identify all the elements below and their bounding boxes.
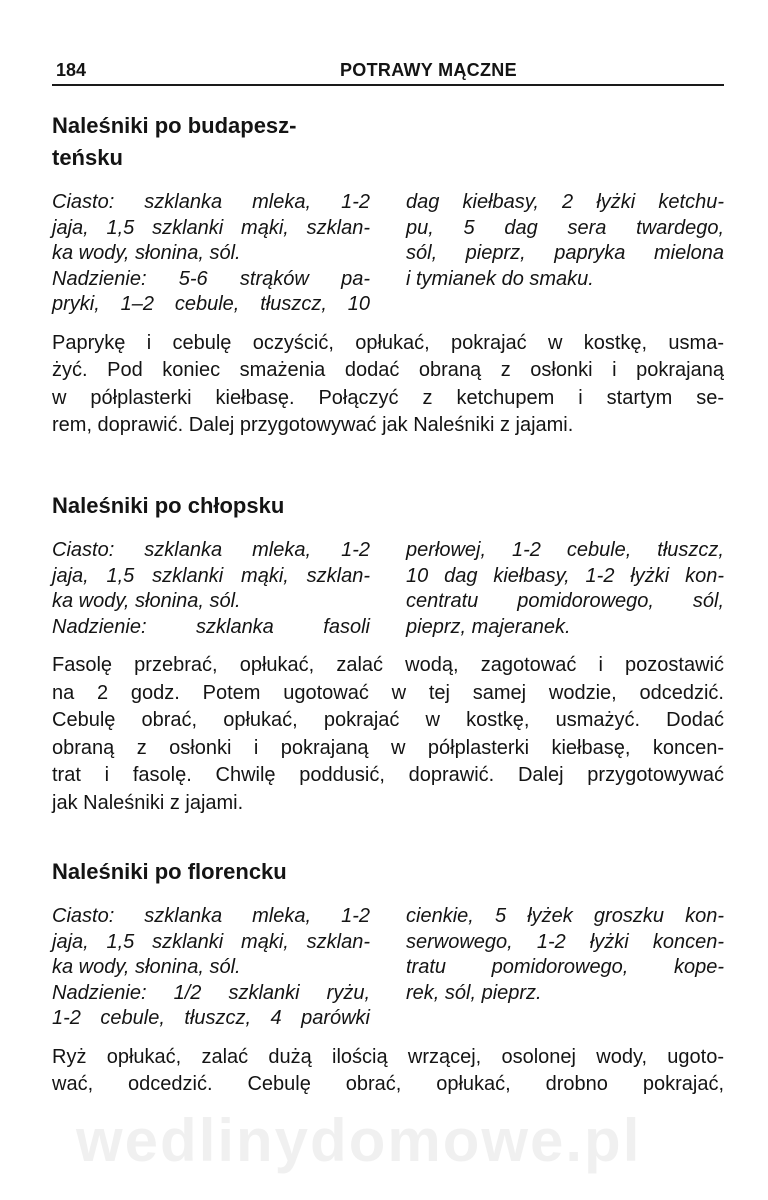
- ingredient-line: i tymianek do smaku.: [406, 267, 594, 290]
- ingredient-line: Nadzienie: szklanka fasoli: [52, 615, 370, 638]
- ingredients-left-column: [52, 538, 370, 640]
- ingredients-left-column: [52, 904, 370, 1032]
- ingredient-line: ka wody, słonina, sól.: [52, 242, 241, 264]
- running-head: POTRAWY MĄCZNE: [340, 60, 517, 80]
- ingredient-line: Nadzienie: 5-6 strąków pa-: [52, 267, 370, 290]
- ingredient-line: jaja, 1,5 szklanki mąki, szklan-: [52, 564, 370, 587]
- instruction-line: w półplasterki kiełbasę. Połączyć z ketchupem i startym se-: [52, 386, 724, 409]
- instruction-line: trat i fasolę. Chwilę poddusić, doprawić. Dalej przygotowywać: [52, 764, 724, 786]
- ingredient-line: pu, 5 dag sera twardego,: [406, 216, 724, 239]
- ingredient-line: pieprz, majeranek.: [406, 615, 571, 638]
- instruction-line: Paprykę i cebulę oczyścić, opłukać, pokrajać w kostkę, usma-: [52, 331, 724, 354]
- ingredient-line: cienkie, 5 łyżek groszku kon-: [406, 905, 724, 927]
- instruction-line: na 2 godz. Potem ugotować w tej samej wodzie, odcedzić.: [52, 681, 724, 704]
- ingredient-line: ka wody, słonina, sól.: [52, 956, 241, 978]
- recipe-title-line: Naleśniki po florencku: [52, 859, 287, 884]
- recipe-florencku: [52, 856, 724, 1099]
- instruction-line: Ryż opłukać, zalać dużą ilością wrzącej, osolonej wody, ugoto-: [52, 1045, 724, 1068]
- recipe-title: [52, 110, 724, 174]
- ingredient-line: 10 dag kiełbasy, 1-2 łyżki kon-: [406, 564, 724, 587]
- instructions-paragraph: [52, 1044, 724, 1099]
- recipe-title-line: Naleśniki po chłopsku: [52, 493, 285, 518]
- page-number: 184: [56, 60, 87, 80]
- ingredient-line: serwowego, 1-2 łyżki koncen-: [406, 930, 724, 953]
- instruction-line: Cebulę obrać, opłukać, pokrajać w kostkę, usmażyć. Dodać: [52, 709, 724, 731]
- ingredients-block: [52, 190, 724, 318]
- instruction-line: wać, odcedzić. Cebulę obrać, opłukać, drobno pokrajać,: [52, 1073, 724, 1095]
- ingredient-line: 1-2 cebule, tłuszcz, 4 parówki: [52, 1007, 370, 1029]
- ingredients-right-column: [406, 190, 724, 318]
- recipe-title-line: Naleśniki po budapesz-: [52, 113, 297, 138]
- instruction-line: jak Naleśniki z jajami.: [52, 791, 244, 814]
- instruction-line: Fasolę przebrać, opłukać, zalać wodą, zagotować i pozostawić: [52, 654, 724, 676]
- instruction-line: żyć. Pod koniec smażenia dodać obraną z osłonki i pokrajaną: [52, 359, 724, 381]
- ingredients-left-column: [52, 190, 370, 318]
- instructions-paragraph: [52, 652, 724, 817]
- recipe-budapest: [52, 110, 724, 440]
- watermark: wedlinydomowe.pl: [76, 1107, 642, 1174]
- ingredients-block: [52, 904, 724, 1032]
- ingredient-line: pryki, 1–2 cebule, tłuszcz, 10: [52, 293, 370, 315]
- ingredient-line: Ciasto: szklanka mleka, 1-2: [52, 191, 370, 213]
- instructions-paragraph: [52, 330, 724, 440]
- ingredients-block: [52, 538, 724, 640]
- page-header: [52, 58, 724, 86]
- ingredients-right-column: [406, 538, 724, 640]
- ingredient-line: ka wody, słonina, sól.: [52, 590, 241, 612]
- ingredient-line: jaja, 1,5 szklanki mąki, szklan-: [52, 216, 370, 239]
- ingredient-line: Ciasto: szklanka mleka, 1-2: [52, 905, 370, 927]
- ingredient-line: Nadzienie: 1/2 szklanki ryżu,: [52, 981, 370, 1004]
- ingredient-line: dag kiełbasy, 2 łyżki ketchu-: [406, 191, 724, 213]
- ingredient-line: perłowej, 1-2 cebule, tłuszcz,: [406, 539, 724, 561]
- instruction-line: rem, doprawić. Dalej przygotowywać jak Naleśniki z jajami.: [52, 414, 574, 436]
- recipe-chlopsku: [52, 490, 724, 817]
- ingredient-line: rek, sól, pieprz.: [406, 981, 542, 1004]
- ingredient-line: jaja, 1,5 szklanki mąki, szklan-: [52, 930, 370, 953]
- recipe-title-line: teńsku: [52, 145, 123, 170]
- ingredient-line: Ciasto: szklanka mleka, 1-2: [52, 539, 370, 561]
- recipe-title: [52, 856, 724, 888]
- instruction-line: obraną z osłonki i pokrajaną w półplasterki kiełbasę, koncen-: [52, 736, 724, 759]
- recipe-title: [52, 490, 724, 522]
- ingredients-right-column: [406, 904, 724, 1032]
- ingredient-line: centratu pomidorowego, sól,: [406, 590, 724, 612]
- ingredient-line: sól, pieprz, papryka mielona: [406, 242, 724, 264]
- ingredient-line: tratu pomidorowego, kope-: [406, 956, 724, 978]
